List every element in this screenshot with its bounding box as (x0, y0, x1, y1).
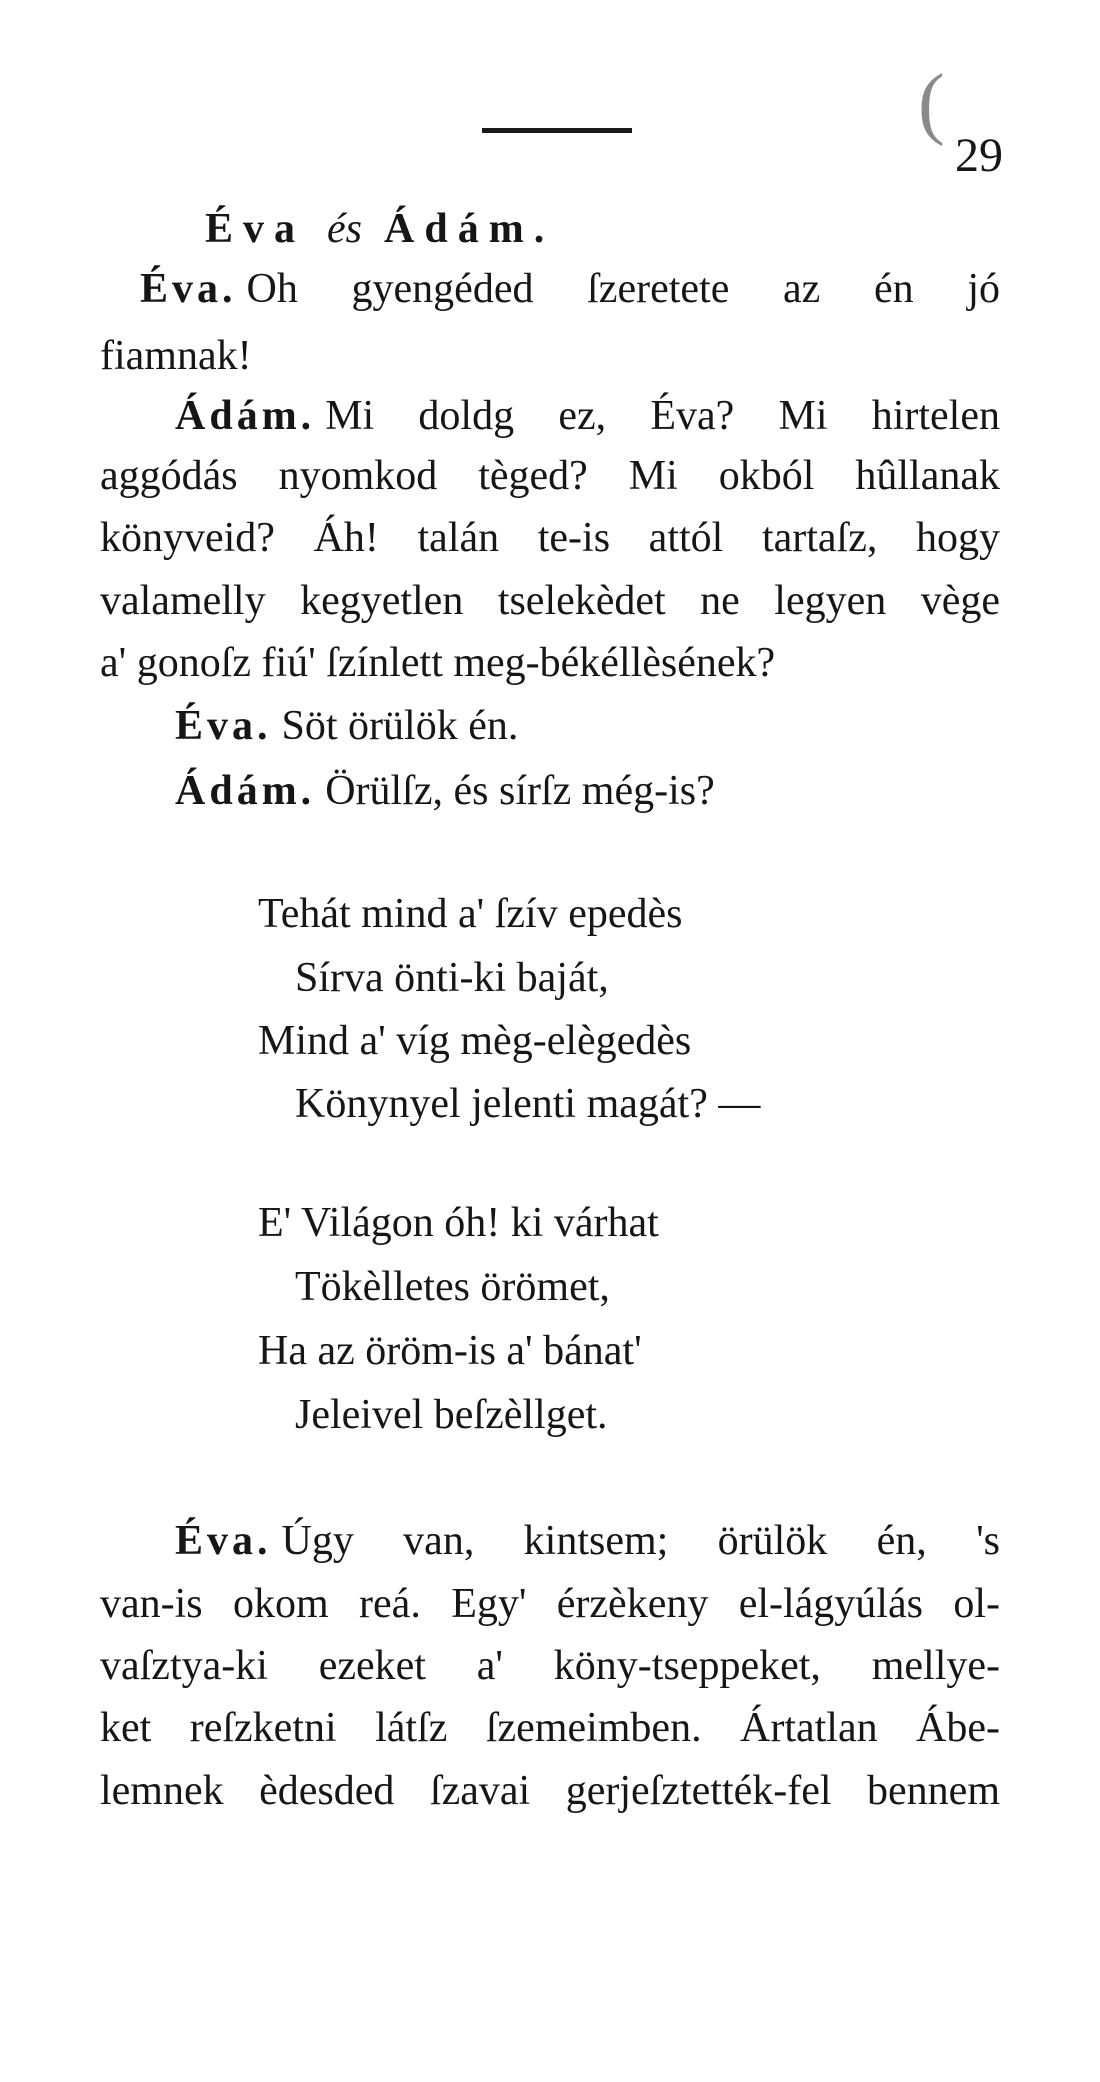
section-heading (205, 205, 554, 253)
speaker-label: Éva. (175, 703, 272, 749)
dialogue-line (100, 335, 252, 377)
verse-line: Könynyel jelenti magát? — (295, 1081, 761, 1127)
dialogue-text: van-is okom reá. Egy' érzèkeny el-lágyúlás ol- (100, 1581, 1000, 1627)
dialogue-text: valamelly kegyetlen tselekèdet ne legyen vège (100, 578, 1000, 624)
speaker-label: Éva. (175, 1518, 272, 1564)
dialogue-text: Söt örülök én. (281, 703, 519, 749)
dialogue-text: Úgy van, kintsem; örülök én, 's (281, 1518, 1000, 1564)
verse-line: Jeleivel beſzèllget. (295, 1392, 608, 1438)
dialogue-line (100, 455, 1000, 497)
verse-line: Tökèlletes örömet, (295, 1264, 610, 1310)
heading-adam: Ádám. (384, 206, 555, 252)
dialogue-line (100, 517, 1000, 559)
verse-line: Mind a' víg mèg-elègedès (258, 1018, 692, 1064)
dialogue-line (100, 1645, 1000, 1687)
page-number: 29 (955, 129, 1003, 182)
dialogue-text: ket reſzketni látſz ſzemeimben. Ártatlan Ábe- (100, 1705, 1000, 1751)
dialogue-text: a' gonoſz fiú' ſzínlett meg-békéllèsének? (100, 640, 776, 686)
dialogue-text: fiamnak! (100, 333, 252, 379)
dialogue-line (100, 642, 775, 684)
verse-line: Ha az öröm-is a' bánat' (258, 1328, 642, 1374)
verse-line: Tehát mind a' ſzív epedès (258, 891, 683, 937)
verse-line: Sírva önti-ki baját, (295, 955, 609, 1001)
dialogue-line (175, 395, 1000, 437)
dialogue-line (100, 1707, 1000, 1749)
dialogue-line (100, 1770, 1000, 1812)
dialogue-line (175, 705, 518, 747)
heading-ampersand: és (327, 206, 363, 252)
verse-line: E' Világon óh! ki várhat (258, 1200, 659, 1246)
header-rule (482, 128, 632, 133)
dialogue-text: lemnek èdesded ſzavai gerjeſztették-fel bennem (100, 1768, 1000, 1814)
speaker-label: Éva. (140, 266, 237, 312)
dialogue-text: Mi doldg ez, Éva? Mi hirtelen (325, 393, 1000, 439)
dialogue-line (175, 770, 715, 812)
dialogue-line (100, 1583, 1000, 1625)
dialogue-text: aggódás nyomkod tèged? Mi okból hûllanak (100, 453, 1000, 499)
dialogue-line (140, 268, 1000, 310)
dialogue-text: könyveid? Áh! talán te-is attól tartaſz, hogy (100, 515, 1000, 561)
margin-pencil-mark: ( (918, 59, 945, 147)
dialogue-text: vaſztya-ki ezeket a' köny-tseppeket, mellye- (100, 1643, 1000, 1689)
dialogue-line (175, 1520, 1000, 1562)
dialogue-text: Örülſz, és sírſz még-is? (325, 768, 715, 814)
speaker-label: Ádám. (175, 393, 316, 439)
dialogue-text: Oh gyengéded ſzeretete az én jó (246, 266, 1000, 312)
dialogue-line (100, 580, 1000, 622)
heading-eve: Éva (205, 206, 306, 252)
speaker-label: Ádám. (175, 768, 316, 814)
